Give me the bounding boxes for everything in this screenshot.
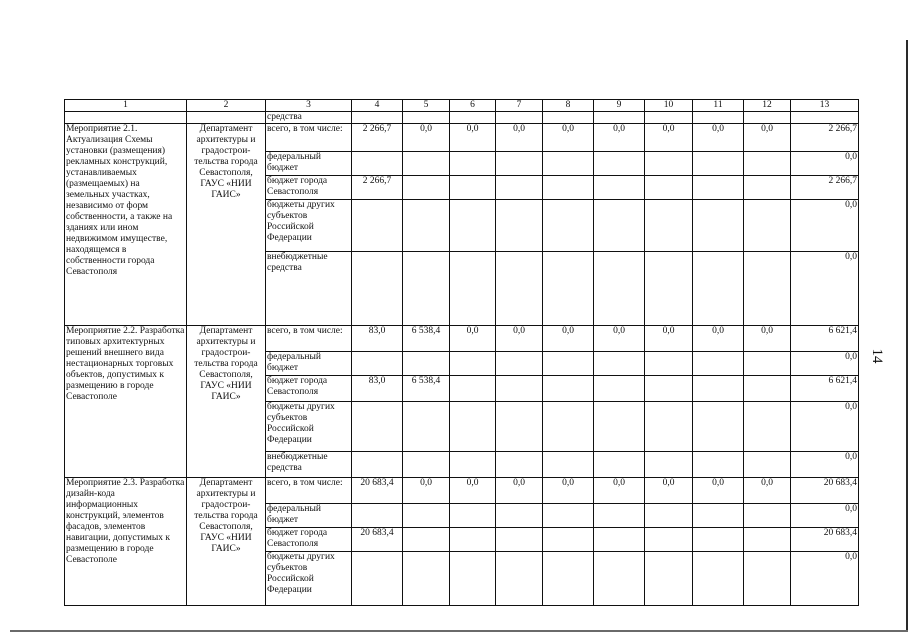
total-cell: 0,0 [791, 552, 859, 606]
funding-source: бюджеты других субъектов Российской Федерации [266, 402, 352, 452]
total-cell: 0,0 [791, 402, 859, 452]
value-cell [543, 200, 594, 252]
value-cell [496, 402, 543, 452]
value-cell [744, 376, 791, 402]
value-cell [693, 176, 744, 200]
value-cell: 20 683,4 [352, 478, 403, 504]
value-cell [496, 452, 543, 478]
total-cell: 6 621,4 [791, 376, 859, 402]
measure-title: Мероприятие 2.2. Разработка типовых архитектурных решений внешнего вида нестационарных торговых объектов, допустимых к размещению в городе Севастополе [65, 326, 187, 478]
value-cell: 0,0 [450, 124, 496, 152]
value-cell [645, 152, 693, 176]
value-cell [744, 352, 791, 376]
funding-source: федеральный бюджет [266, 352, 352, 376]
header-cell: 11 [693, 100, 744, 112]
measure-executor: Департамент архитектуры и градострои-тельства города Севастополя, ГАУС «НИИ ГАИС» [187, 326, 266, 478]
value-cell [594, 152, 645, 176]
header-cell: 8 [543, 100, 594, 112]
value-cell [352, 504, 403, 528]
value-cell [594, 376, 645, 402]
value-cell [496, 176, 543, 200]
header-cell: 10 [645, 100, 693, 112]
value-cell: 83,0 [352, 376, 403, 402]
scan-edge-bottom [10, 630, 908, 632]
value-cell: 0,0 [594, 124, 645, 152]
value-cell [496, 352, 543, 376]
value-cell: 0,0 [744, 326, 791, 352]
value-cell: 0,0 [403, 124, 450, 152]
value-cell [543, 152, 594, 176]
value-cell [693, 352, 744, 376]
value-cell [543, 376, 594, 402]
value-cell [645, 200, 693, 252]
table-row [65, 326, 859, 352]
total-cell: 2 266,7 [791, 176, 859, 200]
value-cell [403, 402, 450, 452]
value-cell: 20 683,4 [352, 528, 403, 552]
value-cell [450, 176, 496, 200]
value-cell [403, 176, 450, 200]
value-cell [450, 452, 496, 478]
table-row [65, 124, 859, 152]
value-cell [594, 528, 645, 552]
total-cell: 2 266,7 [791, 124, 859, 152]
value-cell: 0,0 [543, 478, 594, 504]
funding-source: федеральный бюджет [266, 504, 352, 528]
header-cell: 9 [594, 100, 645, 112]
value-cell [352, 252, 403, 326]
value-cell [693, 252, 744, 326]
value-cell: 0,0 [496, 124, 543, 152]
empty-cell [65, 112, 187, 124]
value-cell [645, 452, 693, 478]
funding-source: бюджет города Севастополя [266, 176, 352, 200]
value-cell [450, 200, 496, 252]
total-cell: 0,0 [791, 200, 859, 252]
value-cell: 0,0 [594, 478, 645, 504]
header-cell: 3 [266, 100, 352, 112]
value-cell [450, 376, 496, 402]
total-cell: 0,0 [791, 504, 859, 528]
value-cell [496, 376, 543, 402]
funding-source: бюджеты других субъектов Российской Федерации [266, 200, 352, 252]
page-number: 14 [869, 348, 885, 364]
value-cell: 0,0 [450, 478, 496, 504]
value-cell [744, 452, 791, 478]
value-cell [693, 452, 744, 478]
value-cell: 0,0 [543, 326, 594, 352]
value-cell [403, 352, 450, 376]
value-cell: 6 538,4 [403, 326, 450, 352]
value-cell [352, 200, 403, 252]
carryover-source: средства [266, 112, 352, 124]
total-cell: 6 621,4 [791, 326, 859, 352]
value-cell: 2 266,7 [352, 176, 403, 200]
value-cell [450, 402, 496, 452]
value-cell: 0,0 [645, 326, 693, 352]
header-row [65, 100, 859, 112]
total-cell: 20 683,4 [791, 478, 859, 504]
value-cell [543, 176, 594, 200]
funding-source: бюджет города Севастополя [266, 376, 352, 402]
value-cell: 0,0 [693, 478, 744, 504]
value-cell [693, 376, 744, 402]
value-cell [450, 152, 496, 176]
header-cell: 5 [403, 100, 450, 112]
scan-edge-right [906, 40, 908, 630]
total-cell: 0,0 [791, 152, 859, 176]
value-cell [744, 552, 791, 606]
value-cell [352, 402, 403, 452]
header-cell: 13 [791, 100, 859, 112]
header-cell: 12 [744, 100, 791, 112]
carryover-row [65, 112, 859, 124]
value-cell: 6 538,4 [403, 376, 450, 402]
value-cell [594, 552, 645, 606]
value-cell [594, 452, 645, 478]
value-cell [744, 200, 791, 252]
measure-executor: Департамент архитектуры и градострои-тельства города Севастополя, ГАУС «НИИ ГАИС» [187, 124, 266, 326]
value-cell [594, 402, 645, 452]
value-cell [450, 552, 496, 606]
funding-source: всего, в том числе: [266, 124, 352, 152]
funding-source: всего, в том числе: [266, 478, 352, 504]
value-cell [403, 200, 450, 252]
value-cell [543, 352, 594, 376]
value-cell [645, 552, 693, 606]
total-cell: 0,0 [791, 452, 859, 478]
value-cell: 0,0 [450, 326, 496, 352]
value-cell [543, 528, 594, 552]
value-cell [403, 252, 450, 326]
value-cell [450, 528, 496, 552]
value-cell [645, 504, 693, 528]
value-cell: 0,0 [496, 478, 543, 504]
value-cell [352, 452, 403, 478]
value-cell [594, 252, 645, 326]
value-cell [496, 152, 543, 176]
value-cell [744, 528, 791, 552]
value-cell: 83,0 [352, 326, 403, 352]
funding-source: бюджеты других субъектов Российской Федерации [266, 552, 352, 606]
value-cell [645, 352, 693, 376]
value-cell: 0,0 [496, 326, 543, 352]
value-cell [352, 552, 403, 606]
value-cell [693, 200, 744, 252]
value-cell [693, 402, 744, 452]
value-cell [594, 200, 645, 252]
value-cell [450, 352, 496, 376]
value-cell [403, 528, 450, 552]
value-cell [693, 552, 744, 606]
header-cell: 2 [187, 100, 266, 112]
value-cell [744, 252, 791, 326]
value-cell [744, 402, 791, 452]
funding-source: внебюджетные средства [266, 452, 352, 478]
value-cell [352, 152, 403, 176]
value-cell [543, 504, 594, 528]
value-cell [543, 452, 594, 478]
value-cell [645, 252, 693, 326]
value-cell [693, 152, 744, 176]
value-cell [693, 504, 744, 528]
value-cell [594, 176, 645, 200]
value-cell [744, 176, 791, 200]
header-cell: 1 [65, 100, 187, 112]
value-cell: 0,0 [693, 124, 744, 152]
funding-source: внебюджетные средства [266, 252, 352, 326]
value-cell: 0,0 [403, 478, 450, 504]
value-cell [403, 504, 450, 528]
value-cell [450, 504, 496, 528]
value-cell [744, 152, 791, 176]
header-cell: 7 [496, 100, 543, 112]
value-cell [543, 252, 594, 326]
value-cell [693, 528, 744, 552]
value-cell: 0,0 [744, 124, 791, 152]
value-cell [496, 504, 543, 528]
header-cell: 4 [352, 100, 403, 112]
value-cell: 0,0 [645, 478, 693, 504]
funding-source: федеральный бюджет [266, 152, 352, 176]
value-cell [450, 252, 496, 326]
value-cell [594, 352, 645, 376]
header-cell: 6 [450, 100, 496, 112]
value-cell: 0,0 [543, 124, 594, 152]
value-cell [645, 402, 693, 452]
value-cell [645, 176, 693, 200]
budget-table [64, 99, 859, 606]
value-cell [496, 552, 543, 606]
value-cell [403, 452, 450, 478]
table-row [65, 478, 859, 504]
value-cell: 2 266,7 [352, 124, 403, 152]
value-cell: 0,0 [594, 326, 645, 352]
value-cell [645, 528, 693, 552]
value-cell [543, 402, 594, 452]
value-cell [594, 504, 645, 528]
value-cell [744, 504, 791, 528]
total-cell: 20 683,4 [791, 528, 859, 552]
total-cell: 0,0 [791, 352, 859, 376]
value-cell [352, 352, 403, 376]
value-cell [496, 528, 543, 552]
value-cell [496, 200, 543, 252]
value-cell [645, 376, 693, 402]
value-cell [403, 552, 450, 606]
value-cell: 0,0 [744, 478, 791, 504]
measure-title: Мероприятие 2.3. Разработка дизайн-кода информационных конструкций, элементов фасадов, элементов навигации, допустимых к размещению в городе Севастополе [65, 478, 187, 606]
value-cell [496, 252, 543, 326]
empty-cell [187, 112, 266, 124]
value-cell: 0,0 [693, 326, 744, 352]
total-cell: 0,0 [791, 252, 859, 326]
measure-executor: Департамент архитектуры и градострои-тельства города Севастополя, ГАУС «НИИ ГАИС» [187, 478, 266, 606]
value-cell [543, 552, 594, 606]
funding-source: бюджет города Севастополя [266, 528, 352, 552]
value-cell: 0,0 [645, 124, 693, 152]
measure-title: Мероприятие 2.1. Актуализация Схемы установки (размещения) рекламных конструкций, устанавливаемых (размещаемых) на земельных участках, независимо от форм собственности, а также на зданиях или ином недвижимом имуществе, находящемся в собственности города Севастополя [65, 124, 187, 326]
value-cell [403, 152, 450, 176]
funding-source: всего, в том числе: [266, 326, 352, 352]
